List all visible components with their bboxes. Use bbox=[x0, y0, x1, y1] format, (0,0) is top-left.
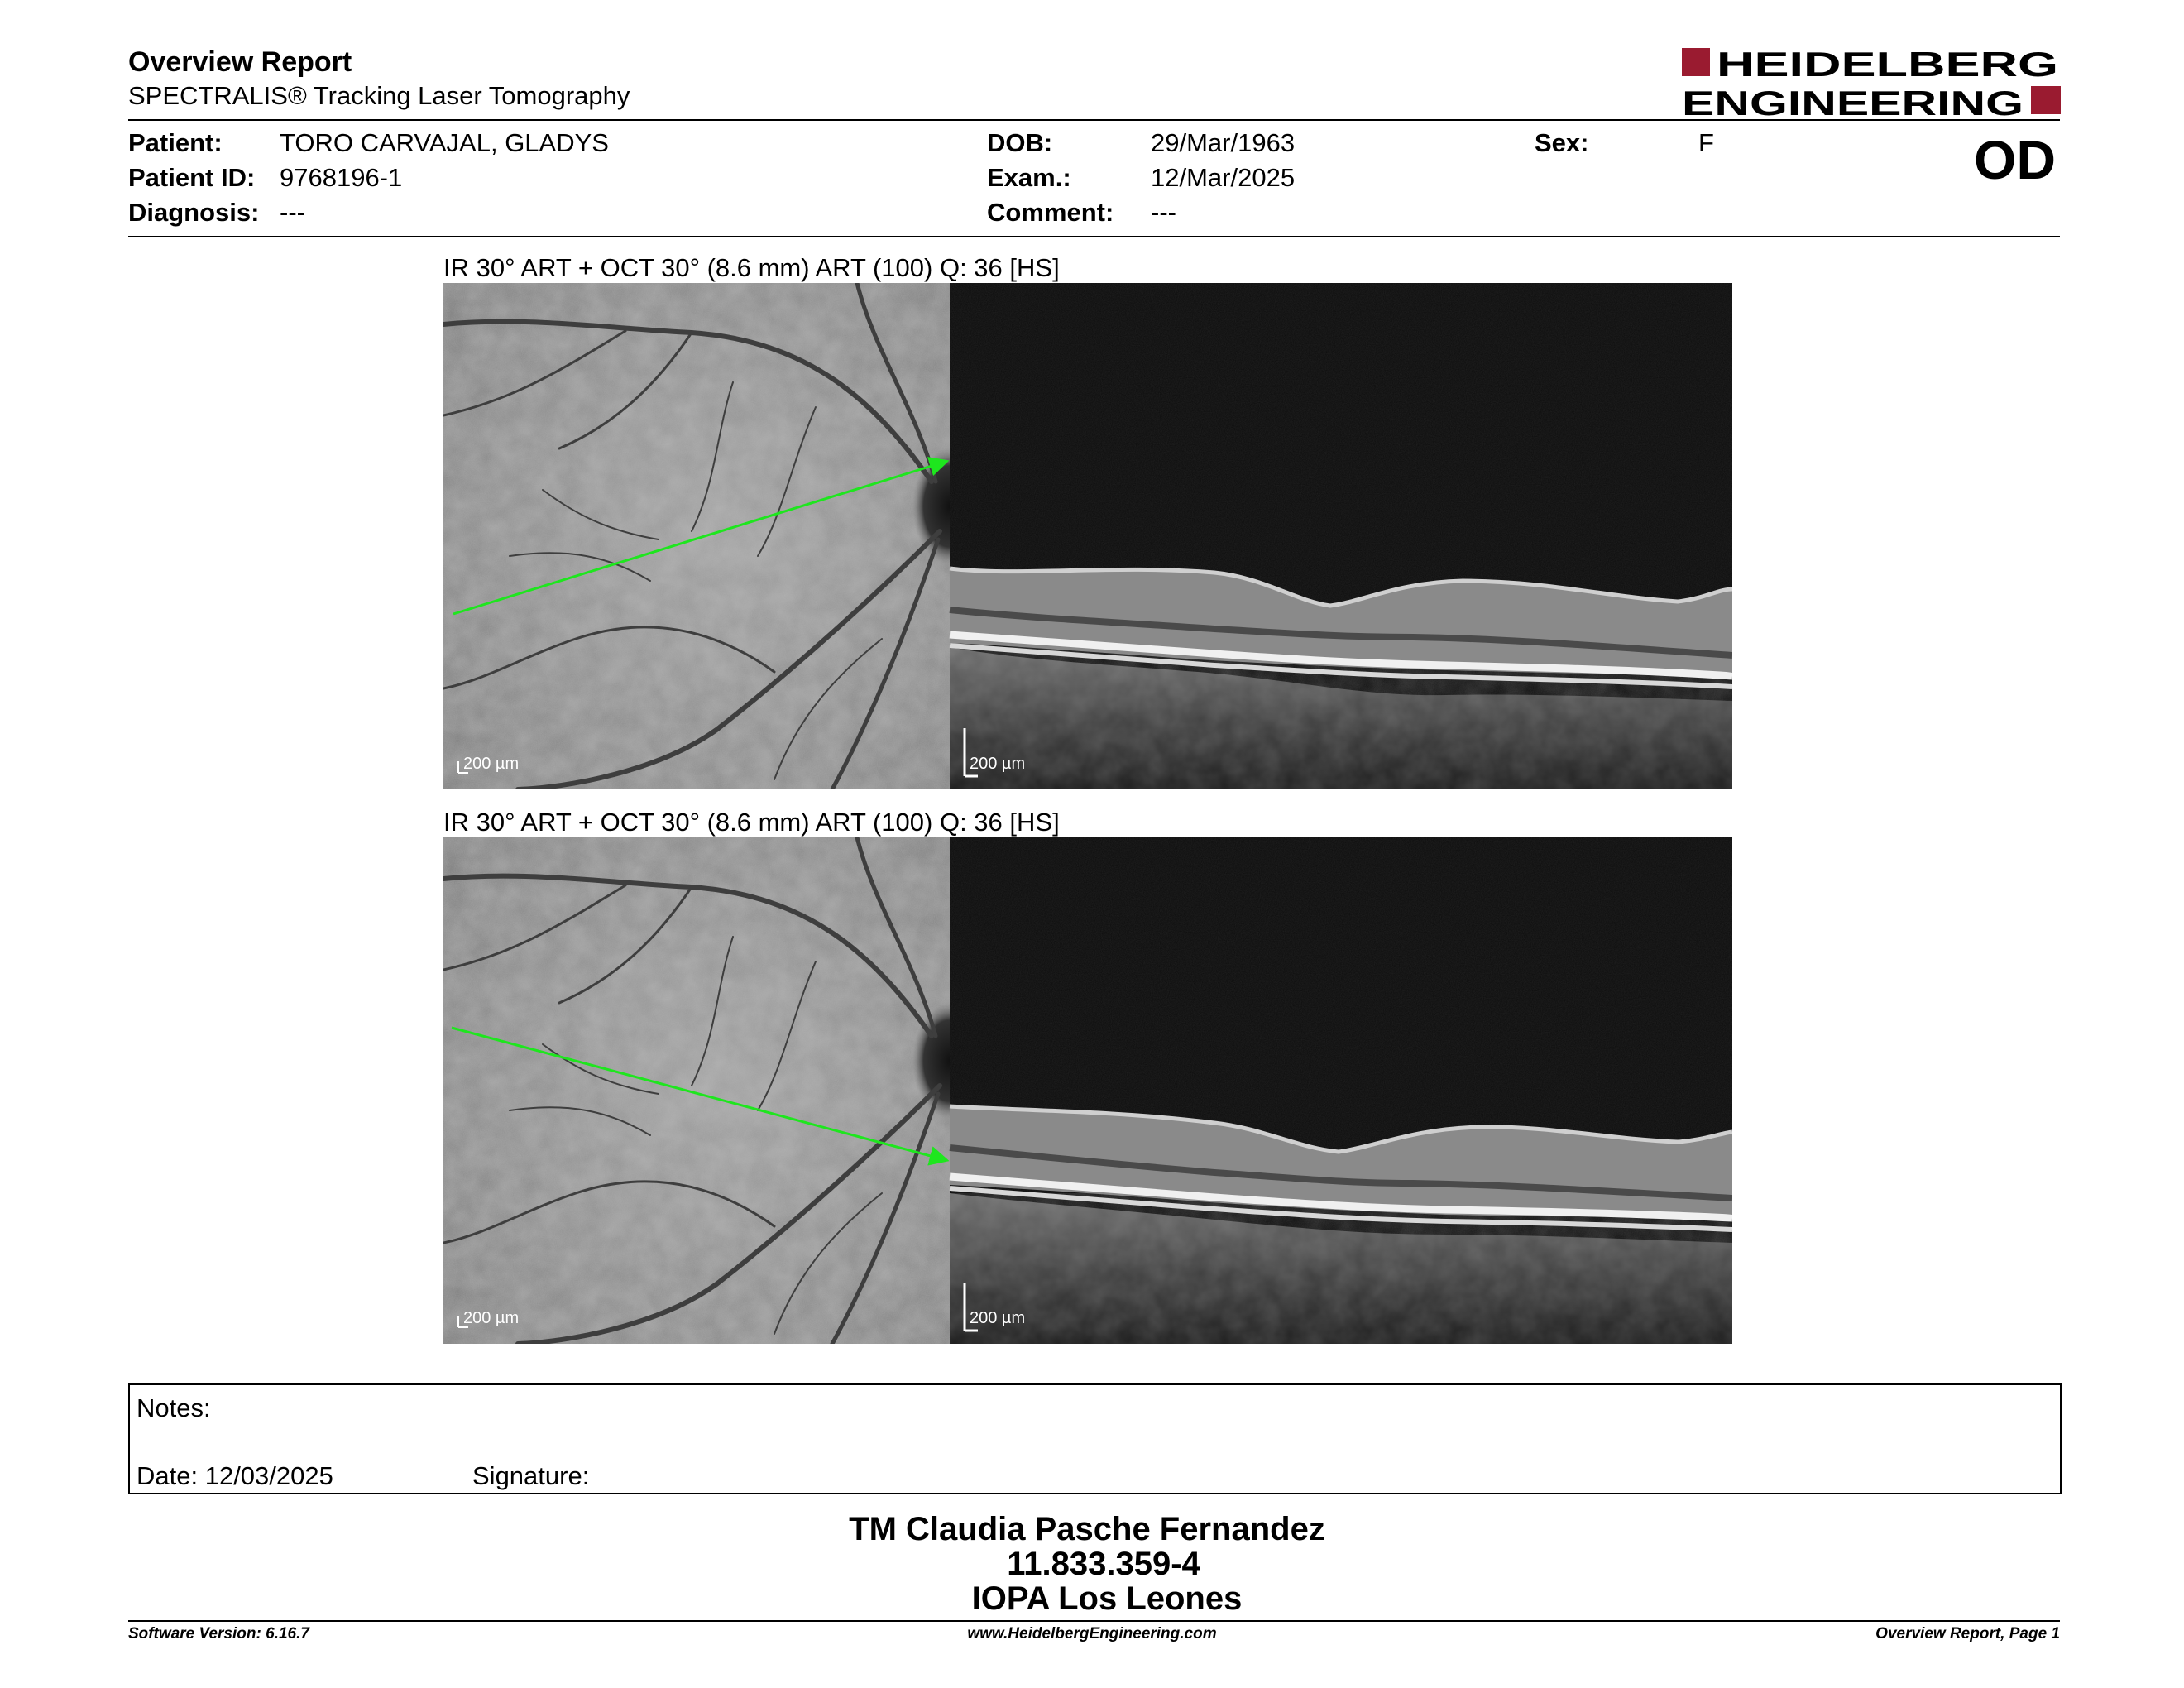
sex-value: F bbox=[1698, 128, 1714, 157]
sex-label: Sex: bbox=[1535, 128, 1589, 157]
report-subtitle: SPECTRALIS® Tracking Laser Tomography bbox=[128, 81, 630, 110]
institution-name: IOPA Los Leones bbox=[971, 1580, 1243, 1617]
scan-panel-2 bbox=[443, 837, 1732, 1344]
comment-value: --- bbox=[1151, 198, 1176, 227]
fundus-image bbox=[443, 837, 987, 1344]
report-title: Overview Report bbox=[128, 46, 352, 78]
header-divider bbox=[128, 119, 2060, 121]
diagnosis-value: --- bbox=[280, 198, 305, 227]
oct-scale-label: 200 µm bbox=[970, 1309, 1026, 1327]
logo-square-top bbox=[1682, 48, 1710, 76]
oct-bscan bbox=[950, 837, 1732, 1344]
signature-label: Signature: bbox=[472, 1461, 590, 1490]
fundus-scale-label: 200 µm bbox=[463, 1309, 520, 1327]
footer-divider bbox=[128, 1620, 2060, 1622]
scan-panel-1 bbox=[443, 283, 1732, 789]
dob-label: DOB: bbox=[987, 128, 1053, 157]
exam-label: Exam.: bbox=[987, 163, 1071, 192]
exam-date: 12/Mar/2025 bbox=[1151, 163, 1296, 192]
oct-bscan bbox=[950, 283, 1732, 789]
logo-line1: HEIDELBERG bbox=[1717, 46, 2058, 84]
notes-label: Notes: bbox=[136, 1393, 211, 1422]
eye-laterality: OD bbox=[1974, 129, 2056, 190]
page-label: Overview Report, Page 1 bbox=[1875, 1625, 2060, 1642]
diagnosis-label: Diagnosis: bbox=[128, 198, 260, 227]
dob-value: 29/Mar/1963 bbox=[1151, 128, 1296, 157]
scan-caption: IR 30° ART + OCT 30° (8.6 mm) ART (100) Q: 36 [HS] bbox=[443, 253, 1060, 282]
patient-label: Patient: bbox=[128, 128, 223, 157]
comment-label: Comment: bbox=[987, 198, 1114, 227]
patient-id: 9768196-1 bbox=[280, 163, 403, 192]
website-link[interactable]: www.HeidelbergEngineering.com bbox=[967, 1625, 1217, 1642]
software-version: Software Version: 6.16.7 bbox=[128, 1625, 309, 1642]
oct-scale-label: 200 µm bbox=[970, 755, 1026, 773]
fundus-image bbox=[443, 283, 987, 789]
patient-name: TORO CARVAJAL, GLADYS bbox=[280, 128, 609, 157]
fundus-scale-label: 200 µm bbox=[463, 755, 520, 773]
logo-line2: ENGINEERING bbox=[1682, 84, 2024, 117]
technician-name: TM Claudia Pasche Fernandez bbox=[849, 1511, 1325, 1547]
heidelberg-logo bbox=[1682, 46, 2062, 117]
logo-square-bottom bbox=[2031, 86, 2061, 114]
scan-caption: IR 30° ART + OCT 30° (8.6 mm) ART (100) Q: 36 [HS] bbox=[443, 808, 1060, 837]
patient-id-label: Patient ID: bbox=[128, 163, 256, 192]
patient-divider bbox=[128, 236, 2060, 237]
notes-date: Date: 12/03/2025 bbox=[136, 1461, 333, 1490]
technician-rut: 11.833.359-4 bbox=[1007, 1546, 1200, 1582]
notes-box bbox=[128, 1383, 2062, 1494]
